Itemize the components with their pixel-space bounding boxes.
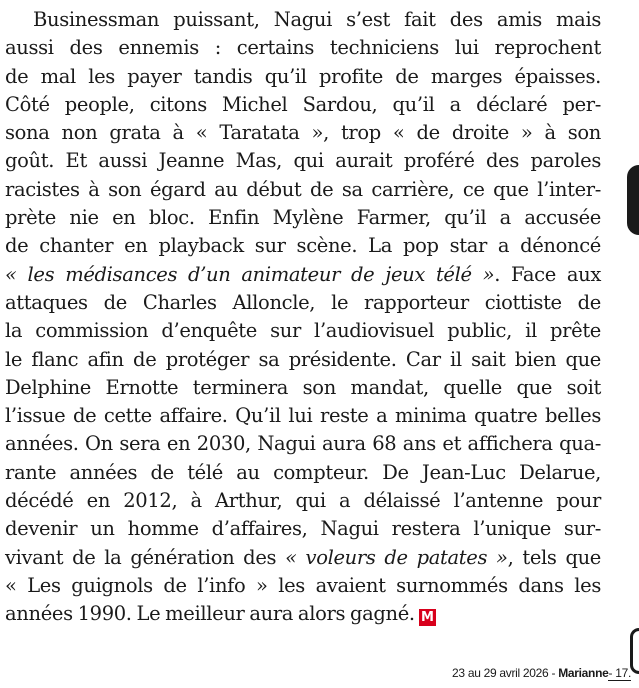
- footer-brand: Marianne: [558, 666, 609, 680]
- article-line: [5, 374, 601, 402]
- article-line: [5, 487, 601, 515]
- adjacent-page-edge-mark: [627, 165, 639, 235]
- line-text: , tels que: [507, 545, 601, 569]
- line-text: Delphine Ernotte terminera son mandat, quelle que soit: [5, 375, 601, 399]
- italic-quote: « les médisances d’un animateur de jeux télé »: [5, 262, 495, 286]
- line-text: de mal les payer tandis qu’il profite de marges épaisses.: [5, 64, 601, 88]
- line-text: attaques de Charles Alloncle, le rapporteur ciottiste de: [5, 290, 601, 314]
- article-line: [5, 261, 601, 289]
- line-text: l’issue de cette affaire. Qu’il lui reste a minima quatre belles: [5, 404, 601, 428]
- article-line: [5, 459, 601, 487]
- article-line: [5, 147, 601, 175]
- line-text: la commission d’enquête sur l’audiovisuel public, il prête: [5, 319, 601, 343]
- article-line: [5, 176, 601, 204]
- article-line: [5, 232, 601, 260]
- page-footer: [452, 666, 631, 681]
- article-line: [5, 6, 601, 34]
- article-line: [5, 544, 601, 572]
- article-line: [5, 289, 601, 317]
- line-text: le flanc afin de protéger sa présidente. Car il sait bien que: [5, 347, 601, 371]
- line-text: prète nie en bloc. Enfin Mylène Farmer, qu’il a accusée: [5, 206, 601, 230]
- line-text: décédé en 2012, à Arthur, qui a délaissé l’antenne pour: [5, 489, 601, 513]
- line-text: « Les guignols de l’info » les avaient surnommés dans les: [5, 573, 601, 597]
- adjacent-page-edge-curve: [630, 628, 639, 674]
- line-text: vivant de la génération des: [5, 545, 286, 569]
- article-line: [5, 317, 601, 345]
- line-text: . Face aux: [494, 262, 601, 286]
- footer-dates: 23 au 29 avril 2026 -: [452, 666, 559, 680]
- footer-page-number: - 17.: [608, 666, 631, 680]
- line-text: aussi des ennemis : certains techniciens lui reprochent: [5, 36, 601, 60]
- italic-quote: « voleurs de patates »: [285, 545, 508, 569]
- article-line: [5, 204, 601, 232]
- article-line: [5, 91, 601, 119]
- line-text: rante années de télé au compteur. De Jean-Luc Delarue,: [5, 460, 601, 484]
- line-text: Businessman puissant, Nagui s’est fait des amis mais: [33, 8, 601, 31]
- article-line: [5, 346, 601, 374]
- line-text: racistes à son égard au début de sa carrière, ce que l’inter-: [5, 177, 601, 201]
- article-line: [5, 402, 601, 430]
- line-text: sona non grata à « Taratata », trop « de droite » à son: [5, 121, 601, 145]
- marianne-end-mark-icon: M: [419, 609, 436, 626]
- line-text: de chanter en playback sur scène. La pop star a dénoncé: [5, 234, 601, 258]
- line-text: goût. Et aussi Jeanne Mas, qui aurait proféré des paroles: [5, 149, 601, 173]
- article-line: [5, 600, 601, 628]
- line-text: Côté people, citons Michel Sardou, qu’il a déclaré per-: [5, 92, 601, 116]
- article-line: [5, 430, 601, 458]
- article-line: [5, 63, 601, 91]
- article-body: [5, 6, 601, 629]
- article-line: [5, 515, 601, 543]
- article-line: [5, 572, 601, 600]
- article-line: [5, 34, 601, 62]
- line-text: années. On sera en 2030, Nagui aura 68 ans et affichera qua-: [5, 432, 601, 456]
- article-line: [5, 119, 601, 147]
- line-text: années 1990. Le meilleur aura alors gagné.: [5, 602, 415, 626]
- line-text: devenir un homme d’affaires, Nagui restera l’unique sur-: [5, 517, 601, 541]
